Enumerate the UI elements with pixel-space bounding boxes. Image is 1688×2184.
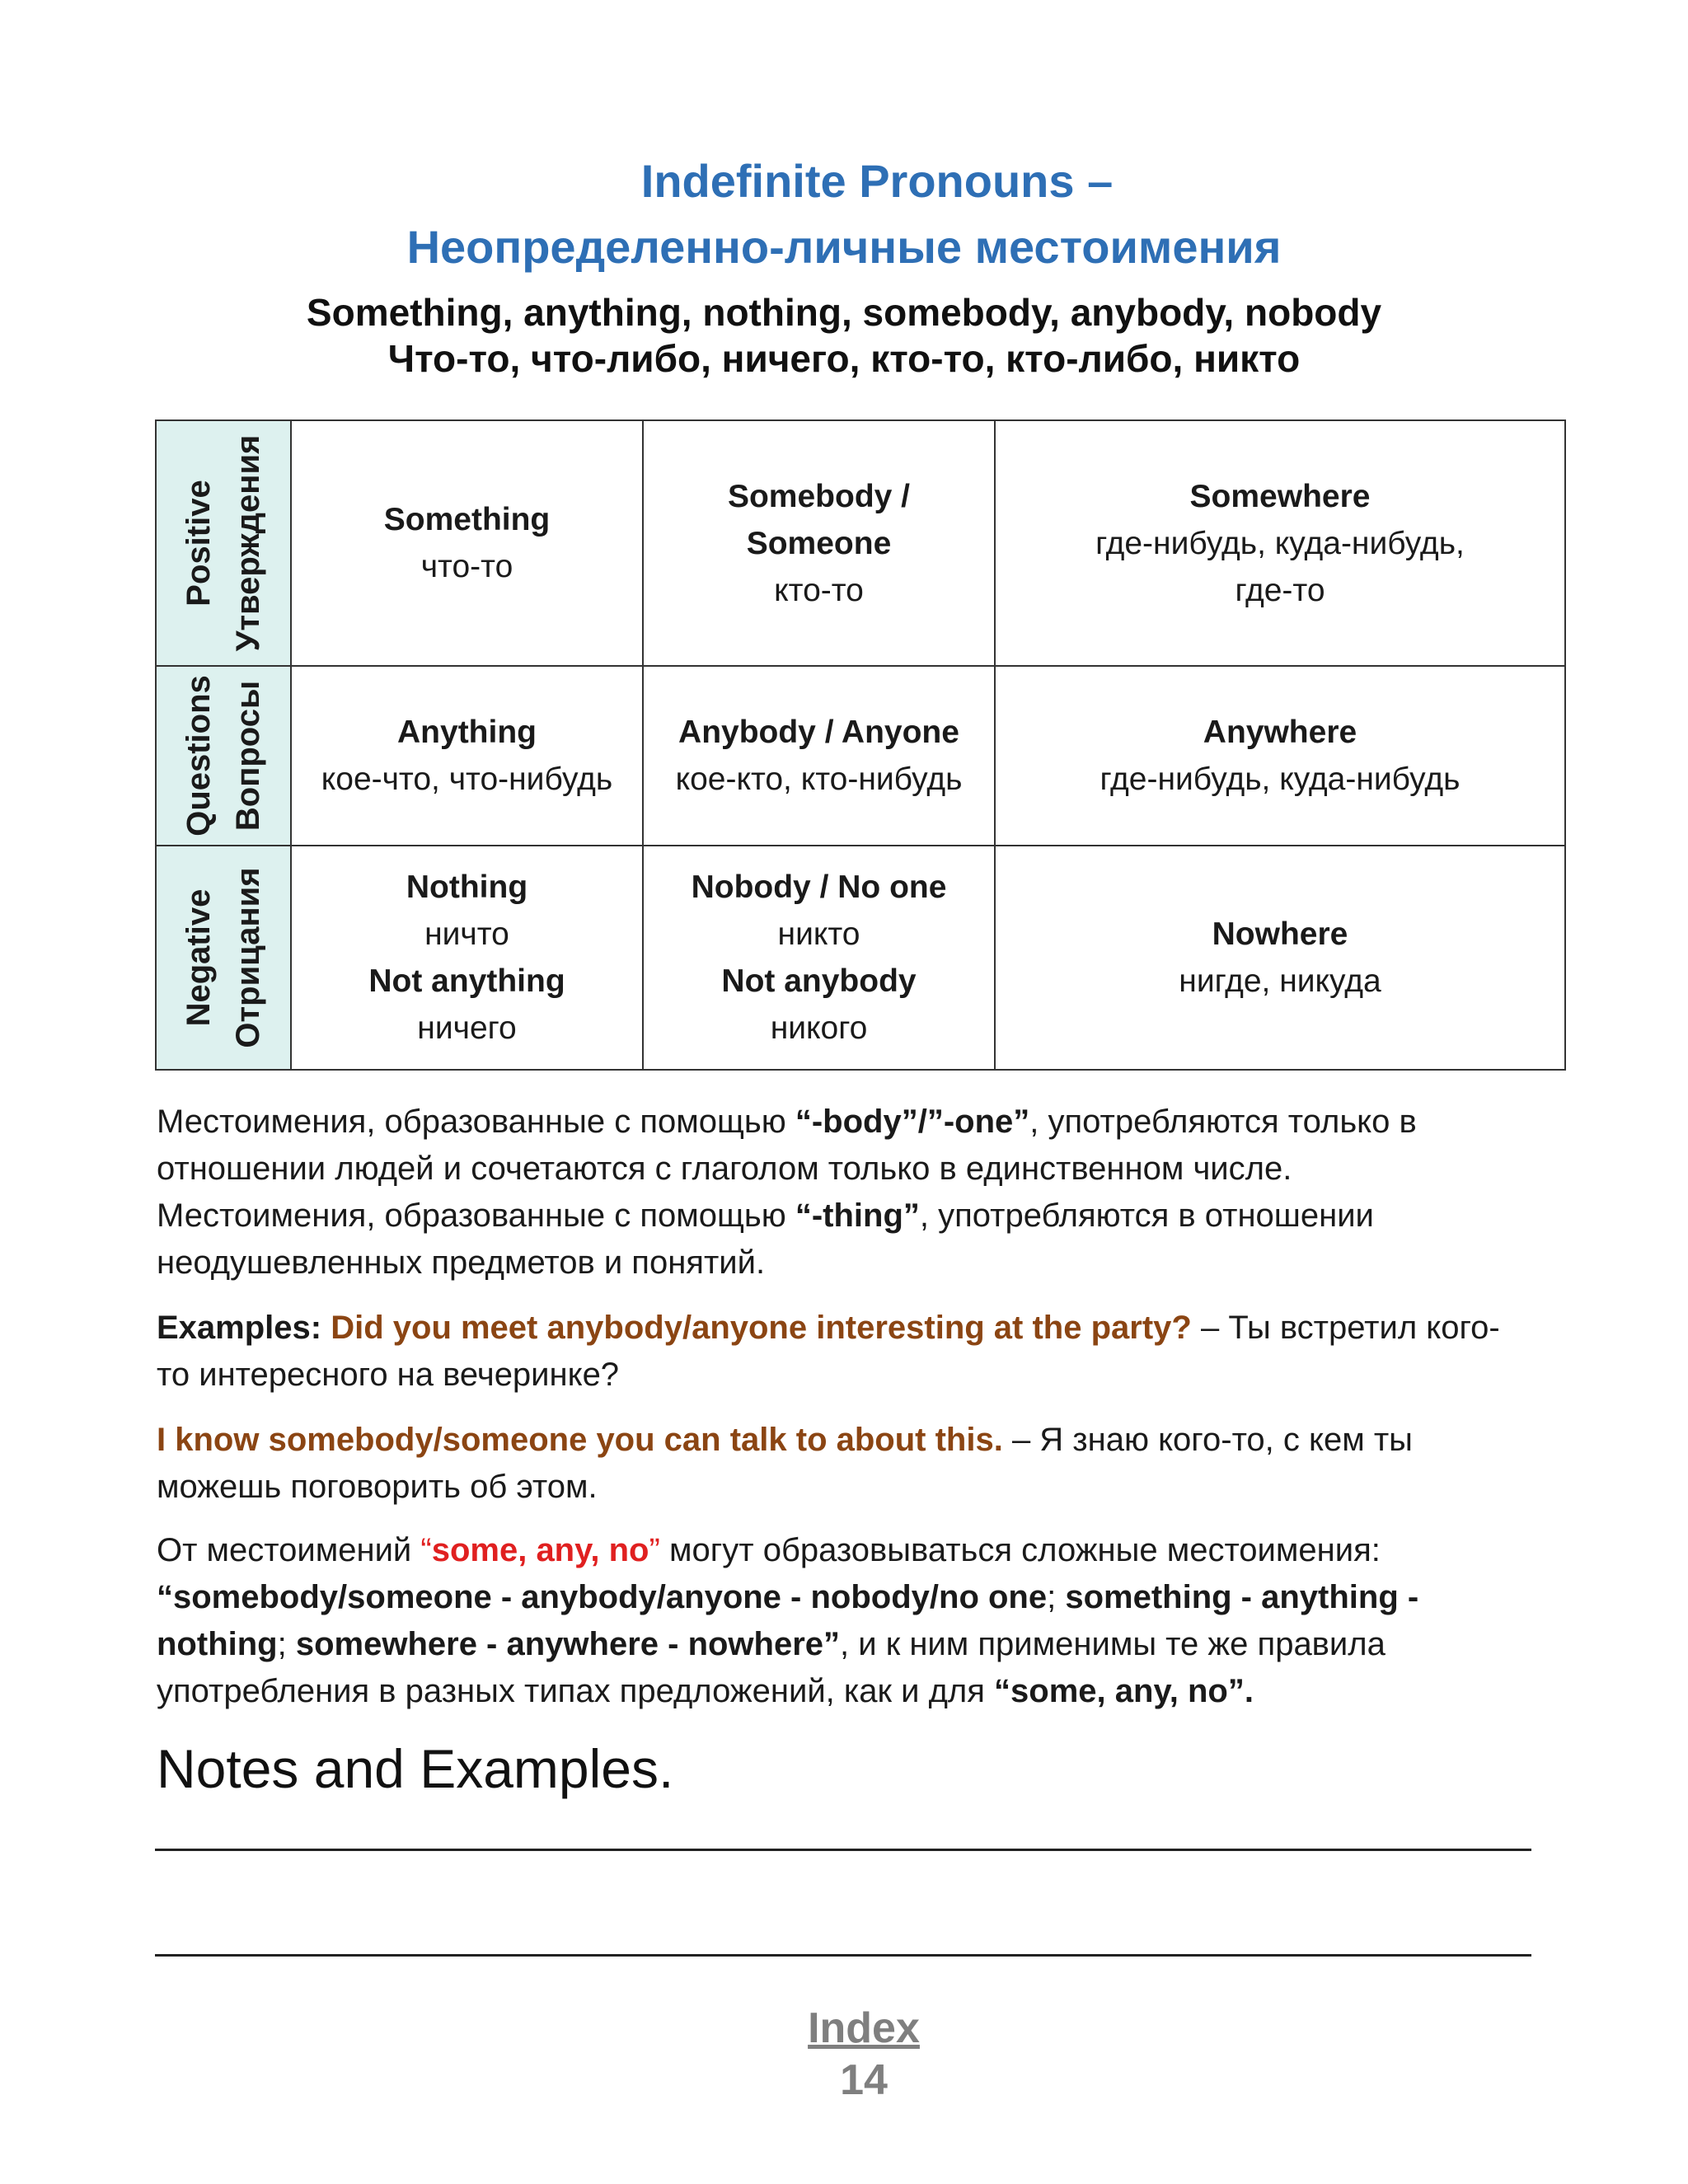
pronoun-translation: ничто xyxy=(424,916,509,952)
pronoun-translation: где-нибудь, куда-нибудь xyxy=(1100,762,1461,797)
page-title-russian: Неопределенно-личные местоимения xyxy=(406,221,1282,273)
table-cell xyxy=(643,666,995,846)
quote-mark: ” xyxy=(649,1532,660,1568)
pronoun-term: Not anybody xyxy=(721,963,917,999)
pronoun-term: Someone xyxy=(746,525,892,561)
row-label-ru: Отрицания xyxy=(230,867,266,1048)
example-translation: то интересного на вечеринке? xyxy=(157,1357,620,1393)
rule-text: Местоимения, образованные с помощью xyxy=(157,1104,795,1140)
compound-list: “some, any, no”. xyxy=(994,1673,1254,1709)
subtitle-russian: Что-то, что-либо, ничего, кто-то, кто-либо, никто xyxy=(387,337,1301,380)
highlight-words: some, any, no xyxy=(431,1532,649,1568)
rule-text: отношении людей и сочетаются с глаголом только в единственном числе. xyxy=(157,1151,1292,1187)
subtitle-english: Something, anything, nothing, somebody, anybody, nobody xyxy=(306,291,1382,334)
row-header-questions xyxy=(156,666,291,846)
pronoun-term: Not anything xyxy=(368,963,565,999)
table-cell xyxy=(995,666,1565,846)
compound-list: nothing xyxy=(157,1626,278,1662)
row-header-positive xyxy=(156,420,291,666)
example-sentence-en: Did you meet anybody/anyone interesting at the party? xyxy=(331,1310,1192,1346)
notes-heading: Notes and Examples. xyxy=(157,1738,674,1799)
pronoun-term: Nowhere xyxy=(1212,916,1348,952)
pronoun-translation: нигде, никуда xyxy=(1179,963,1381,999)
separator: ; xyxy=(1047,1579,1066,1615)
pronoun-translation: где-то xyxy=(1235,572,1325,608)
example-translation: – Ты встретил кого- xyxy=(1191,1310,1500,1346)
compound-paragraph xyxy=(157,1527,1574,1715)
pronoun-translation: никого xyxy=(770,1010,868,1046)
pronoun-term: Somebody / xyxy=(727,478,911,514)
page-title-english: Indefinite Pronouns – xyxy=(640,155,1114,207)
example-one xyxy=(157,1305,1574,1399)
row-header-negative xyxy=(156,846,291,1070)
pronoun-translation: кое-что, что-нибудь xyxy=(321,762,613,797)
row-label-en: Negative xyxy=(181,888,217,1027)
pronoun-term: Anywhere xyxy=(1203,715,1357,750)
rule-text: неодушевленных предметов и понятий. xyxy=(157,1244,766,1281)
compound-list: something - anything - xyxy=(1065,1579,1419,1615)
pronoun-term: Nothing xyxy=(406,869,528,905)
pronoun-term: Something xyxy=(383,502,551,537)
compound-text: могут образовываться сложные местоимения: xyxy=(659,1532,1381,1568)
pronoun-translation: никто xyxy=(777,916,860,952)
pronoun-translation: кто-то xyxy=(774,572,864,608)
row-label-ru: Утверждения xyxy=(230,434,266,652)
rule-suffix: “-thing” xyxy=(795,1197,920,1234)
pronoun-term: Anything xyxy=(397,715,537,750)
quote-mark: “ xyxy=(420,1532,432,1568)
table-cell xyxy=(643,420,995,666)
row-label-ru: Вопросы xyxy=(230,680,266,832)
compound-text: употребления в разных типах предложений, как и для xyxy=(157,1673,995,1709)
table-cell xyxy=(995,420,1565,666)
table-cell xyxy=(291,846,643,1070)
compound-list: “somebody/someone - anybody/anyone - nobody/no one xyxy=(157,1579,1048,1615)
rule-text: Местоимения, образованные с помощью xyxy=(157,1197,795,1234)
row-label-en: Questions xyxy=(181,675,217,837)
table-cell xyxy=(291,420,643,666)
page-number: 14 xyxy=(840,2056,888,2104)
pronoun-table xyxy=(155,419,1566,1071)
table-cell xyxy=(643,846,995,1070)
pronoun-translation: что-то xyxy=(420,549,513,584)
example-two xyxy=(157,1417,1574,1511)
notes-line xyxy=(155,1849,1531,1851)
index-link[interactable]: Index xyxy=(808,2004,920,2052)
table-row-questions xyxy=(156,666,1565,846)
rule-text: , употребляются только в xyxy=(1029,1104,1417,1140)
table-row-positive xyxy=(156,420,1565,666)
example-sentence-en: I know somebody/someone you can talk to about this. xyxy=(157,1422,1003,1458)
rule-paragraph xyxy=(157,1099,1574,1286)
table-cell xyxy=(995,846,1565,1070)
table-cell xyxy=(291,666,643,846)
notes-line xyxy=(155,1954,1531,1957)
pronoun-term: Nobody / No one xyxy=(691,869,947,905)
example-translation: – Я знаю кого-то, с кем ты xyxy=(1002,1422,1413,1458)
examples-label: Examples: xyxy=(157,1310,331,1346)
table-row-negative xyxy=(156,846,1565,1070)
compound-text: , и к ним применимы те же правила xyxy=(840,1626,1386,1662)
row-label-en: Positive xyxy=(181,480,217,607)
pronoun-term: Anybody / Anyone xyxy=(678,715,959,750)
rule-suffix: “-body”/”-one” xyxy=(795,1104,1030,1140)
pronoun-term: Somewhere xyxy=(1189,478,1371,514)
example-translation: можешь поговорить об этом. xyxy=(157,1469,598,1505)
pronoun-translation: где-нибудь, куда-нибудь, xyxy=(1095,525,1465,561)
pronoun-translation: ничего xyxy=(417,1010,517,1046)
pronoun-translation: кое-кто, кто-нибудь xyxy=(675,762,963,797)
rule-text: , употребляются в отношении xyxy=(919,1197,1374,1234)
separator: ; xyxy=(277,1626,296,1662)
compound-text: От местоимений xyxy=(157,1532,421,1568)
compound-list: somewhere - anywhere - nowhere” xyxy=(295,1626,841,1662)
